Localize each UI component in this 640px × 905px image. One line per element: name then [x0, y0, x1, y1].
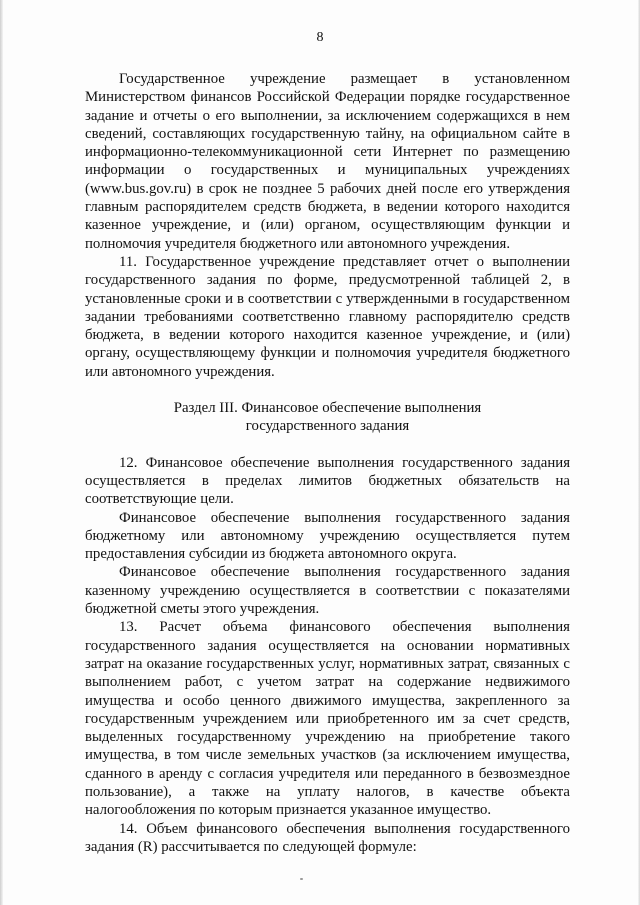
section-heading-line-1: Раздел III. Финансовое обеспечение выполнения	[173, 400, 482, 417]
page-number: 8	[316, 30, 324, 45]
paragraph-11-report: 11. Государственное учреждение представляет отчет о выполнении государственного задания по форме, предусмотренной таблицей 2, в установленные сроки и в соответствии с утвержденными в государственном задании требованиями соответственно главному распорядителю средств бюджета, в ведении которого находится казенное учреждение, и (или) органу, осуществляющему функции и полномочия учредителя бюджетного или автономного учреждения.	[85, 253, 570, 380]
paragraph-publication: Государственное учреждение размещает в установленном Министерством финансов Российской Федерации порядке государственное задание и отчеты о его выполнении, за исключением содержащихся в нем сведений, составляющих государственную тайну, на официальном сайте в информационно-телекоммуникационной сети Интернет по размещению информации о государственных и муниципальных учреждениях (www.bus.gov.ru) в срок не позднее 5 рабочих дней после его утверждения главным распорядителем средств бюджета, в ведении которого находится казенное учреждение, и (или) органом, осуществляющим функции и полномочия учредителя бюджетного или автономного учреждения.	[85, 71, 570, 252]
paragraph-budget-estimate: Финансовое обеспечение выполнения государственного задания казенному учреждению осуществляется в соответствии с показателями бюджетной сметы этого учреждения.	[85, 564, 570, 618]
paragraph-13-calculation: 13. Расчет объема финансового обеспечения выполнения государственного задания осуществляется на основании нормативных затрат на оказание государственных услуг, нормативных затрат, связанных с выполнением работ, с учетом затрат на содержание недвижимого имущества и особо ценного движимого имущества, закрепленного за государственным учреждением или приобретенного им за счет средств, выделенных государственному учреждению на приобретение такого имущества, в том числе земельных участков (за исключением имущества, сданного в аренду с согласия учредителя или переданного в безвозмездное пользование), а также на уплату налогов, в качестве объекта налогообложения по которым признается указанное имущество.	[85, 619, 570, 819]
paragraph-12-funding: 12. Финансовое обеспечение выполнения государственного задания осуществляется в пределах лимитов бюджетных обязательств на соответствующие цели.	[85, 454, 570, 508]
section-heading-line-2: государственного задания	[245, 418, 410, 435]
section-heading	[85, 399, 570, 436]
scan-speck	[300, 878, 303, 880]
paragraph-subsidy: Финансовое обеспечение выполнения государственного задания бюджетному или автономному учреждению осуществляется путем предоставления субсидии из бюджета автономного округа.	[85, 509, 570, 563]
paragraph-14-formula: 14. Объем финансового обеспечения выполнения государственного задания (R) рассчитывается по следующей формуле:	[85, 820, 570, 855]
document-body	[85, 70, 570, 856]
scan-edge-left	[0, 0, 3, 905]
